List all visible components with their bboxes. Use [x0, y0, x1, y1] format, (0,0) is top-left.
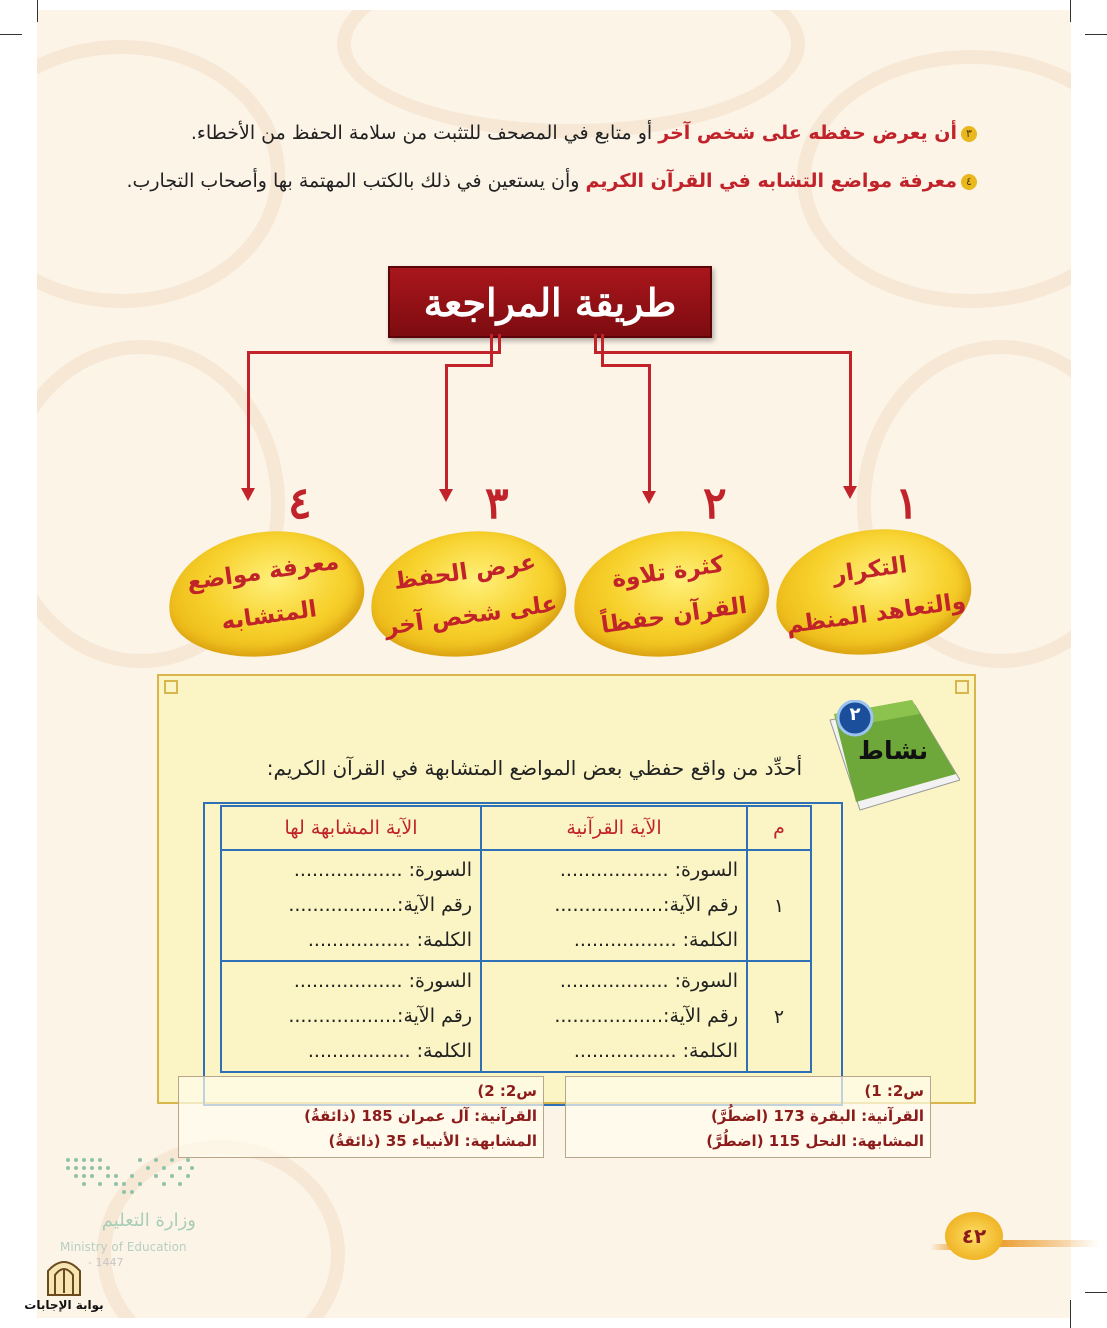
row-index: ١ [747, 850, 811, 961]
intro-line-4 [126, 170, 977, 192]
bullet-3: ٣ [961, 126, 977, 142]
node-2-line2: القرآن حفظاً [599, 592, 749, 639]
node-3-line2: على شخص آخر [383, 590, 559, 641]
page-number-ribbon [995, 1240, 1100, 1247]
bullet-4: ٤ [961, 174, 977, 190]
ministry-logo-icon [60, 1152, 200, 1200]
intro-line-3 [191, 122, 977, 144]
word-field[interactable]: الكلمة: ................. [307, 1040, 472, 1062]
header-index: م [747, 806, 811, 850]
diagram-title: طريقة المراجعة [388, 266, 712, 338]
answer-box-2 [178, 1076, 544, 1158]
word-field[interactable]: الكلمة: ................. [307, 929, 472, 951]
line4-text: وأن يستعين في ذلك بالكتب المهتمة بها وأصحاب التجارب. [126, 170, 580, 192]
line3-text: أو متابع في المصحف للتثبت من سلامة الحفظ من الأخطاء. [190, 122, 653, 144]
node-4-line2: المتشابه [219, 596, 319, 636]
answer-1-question: س2: 1) [864, 1082, 924, 1100]
node-1-line1: التكرار [831, 552, 909, 589]
line3-highlight: أن يعرض حفظه على شخص آخر [658, 122, 957, 144]
node-4-line1: معرفة مواضع [185, 548, 341, 596]
ministry-name-en: Ministry of Education [60, 1240, 187, 1254]
watermark-label: بوابة الإجابات [24, 1298, 104, 1312]
table-row [221, 961, 811, 1072]
header-verse: الآية القرآنية [481, 806, 747, 850]
similar-verses-table [220, 805, 812, 1073]
ministry-year: - 1447 [88, 1256, 124, 1269]
node-1-line2: والتعاهد المنظم [784, 588, 968, 640]
ayah-number-field[interactable]: رقم الآية:.................. [554, 1005, 738, 1027]
answer-box-1 [565, 1076, 931, 1158]
verse-cell[interactable] [481, 850, 747, 961]
gateway-logo-icon [44, 1255, 84, 1297]
table-row [221, 850, 811, 961]
row-index: ٢ [747, 961, 811, 1072]
ayah-number-field[interactable]: رقم الآية:.................. [288, 1005, 472, 1027]
ayah-number-field[interactable]: رقم الآية:.................. [554, 894, 738, 916]
node-number-4: ٤ [288, 478, 312, 529]
surah-field[interactable]: السورة: .................. [559, 970, 738, 992]
line4-highlight: معرفة مواضع التشابه في القرآن الكريم [585, 170, 957, 192]
verse-cell[interactable] [481, 961, 747, 1072]
activity-instruction: أحدِّد من واقع حفظي بعض المواضع المتشابهة في القرآن الكريم: [266, 756, 802, 780]
header-similar: الآية المشابهة لها [221, 806, 481, 850]
ayah-number-field[interactable]: رقم الآية:.................. [288, 894, 472, 916]
activity-number: ٢ [849, 704, 861, 725]
activity-label: نشاط [858, 736, 929, 765]
surah-field[interactable]: السورة: .................. [293, 970, 472, 992]
ministry-name-ar: وزارة التعليم [101, 1210, 196, 1231]
node-number-2: ٢ [703, 478, 727, 529]
node-number-1: ١ [895, 478, 919, 529]
node-2-line1: كثرة تلاوة [610, 551, 726, 593]
page-number: ٤٢ [945, 1212, 1003, 1260]
similar-cell[interactable] [221, 961, 481, 1072]
word-field[interactable]: الكلمة: ................. [573, 1040, 738, 1062]
answer-2-line1: القرآنية: آل عمران 185 (ذائقةُ) [304, 1107, 537, 1125]
surah-field[interactable]: السورة: .................. [293, 859, 472, 881]
answer-2-line2: المشابهة: الأنبياء 35 (ذائقةُ) [328, 1132, 537, 1150]
surah-field[interactable]: السورة: .................. [559, 859, 738, 881]
answer-1-line1: القرآنية: البقرة 173 (اضطُرَّ) [710, 1107, 924, 1125]
node-number-3: ٣ [485, 478, 509, 529]
answer-1-line2: المشابهة: النحل 115 (اضطُرَّ) [706, 1132, 924, 1150]
node-3-line1: عرض الحفظ [392, 549, 538, 596]
word-field[interactable]: الكلمة: ................. [573, 929, 738, 951]
similar-cell[interactable] [221, 850, 481, 961]
answer-2-question: س2: 2) [477, 1082, 537, 1100]
